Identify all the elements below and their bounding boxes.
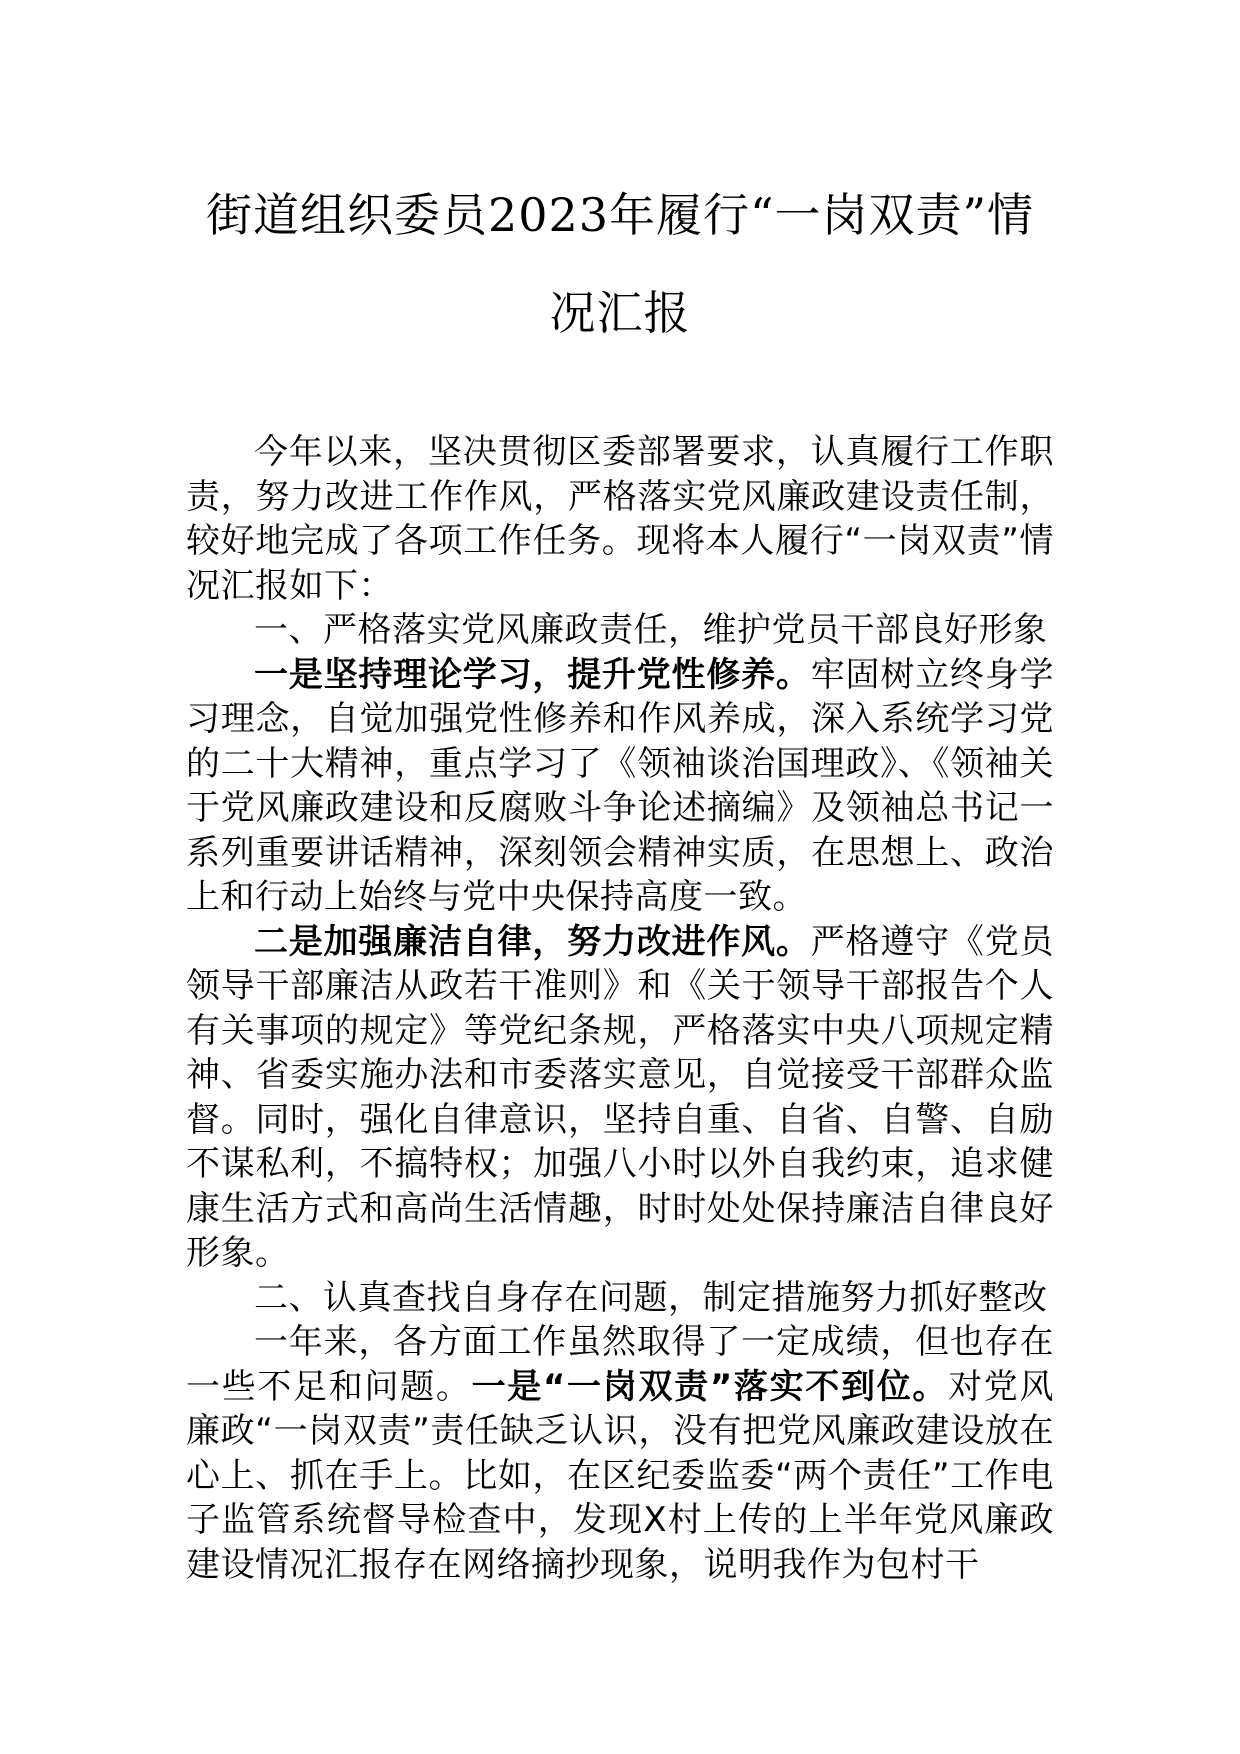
paragraph-problems: 一年来，各方面工作虽然取得了一定成绩，但也存在一些不足和问题。一是“一岗双责”落实不到位。对党风廉政“一岗双责”责任缺乏认识，没有把党风廉政建设放在心上、抓在手上。比如，在区纪委监委“两个责任”工作电子监管系统督导检查中，发现X村上传的上半年党风廉政建设情况汇报存在网络摘抄现象，说明我作为包村干	[186, 1322, 1055, 1585]
paragraph-lead: 一是坚持理论学习，提升党性修养。	[254, 654, 811, 695]
section-heading-1: 一、严格落实党风廉政责任，维护党员干部良好形象	[254, 610, 1048, 650]
paragraph-study: 一是坚持理论学习，提升党性修养。牢固树立终身学习理念，自觉加强党性修养和作风养成，深入系统学习党的二十大精神，重点学习了《领袖谈治国理政》、《领袖关于党风廉政建设和反腐败斗争论述摘编》及领袖总书记一系列重要讲话精神，深刻领会精神实质，在思想上、政治上和行动上始终与党中央保持高度一致。	[186, 654, 1055, 917]
document-body	[186, 430, 1054, 1587]
intro-paragraph: 今年以来，坚决贯彻区委部署要求，认真履行工作职责，努力改进工作作风，严格落实党风廉政建设责任制，较好地完成了各项工作任务。现将本人履行“一岗双责”情况汇报如下：	[186, 432, 1054, 606]
paragraph-lead: 一是“一岗双责”落实不到位。	[471, 1366, 949, 1407]
document-title-line-1: 街道组织委员2023年履行“一岗双责”情	[205, 188, 1035, 242]
paragraph-lead: 二是加强廉洁自律，努力改进作风。	[254, 921, 811, 962]
section-heading-2: 二、认真查找自身存在问题，制定措施努力抓好整改	[254, 1277, 1048, 1318]
document-title-line-2: 况汇报	[549, 286, 691, 340]
paragraph-self-discipline: 二是加强廉洁自律，努力改进作风。严格遵守《党员领导干部廉洁从政若干准则》和《关于领导干部报告个人有关事项的规定》等党纪条规，严格落实中央八项规定精神、省委实施办法和市委落实意见，自觉接受干部群众监督。同时，强化自律意识，坚持自重、自省、自警、自励不谋私利，不搞特权；加强八小时以外自我约束，追求健康生活方式和高尚生活情趣，时时处处保持廉洁自律良好形象。	[186, 921, 1055, 1273]
